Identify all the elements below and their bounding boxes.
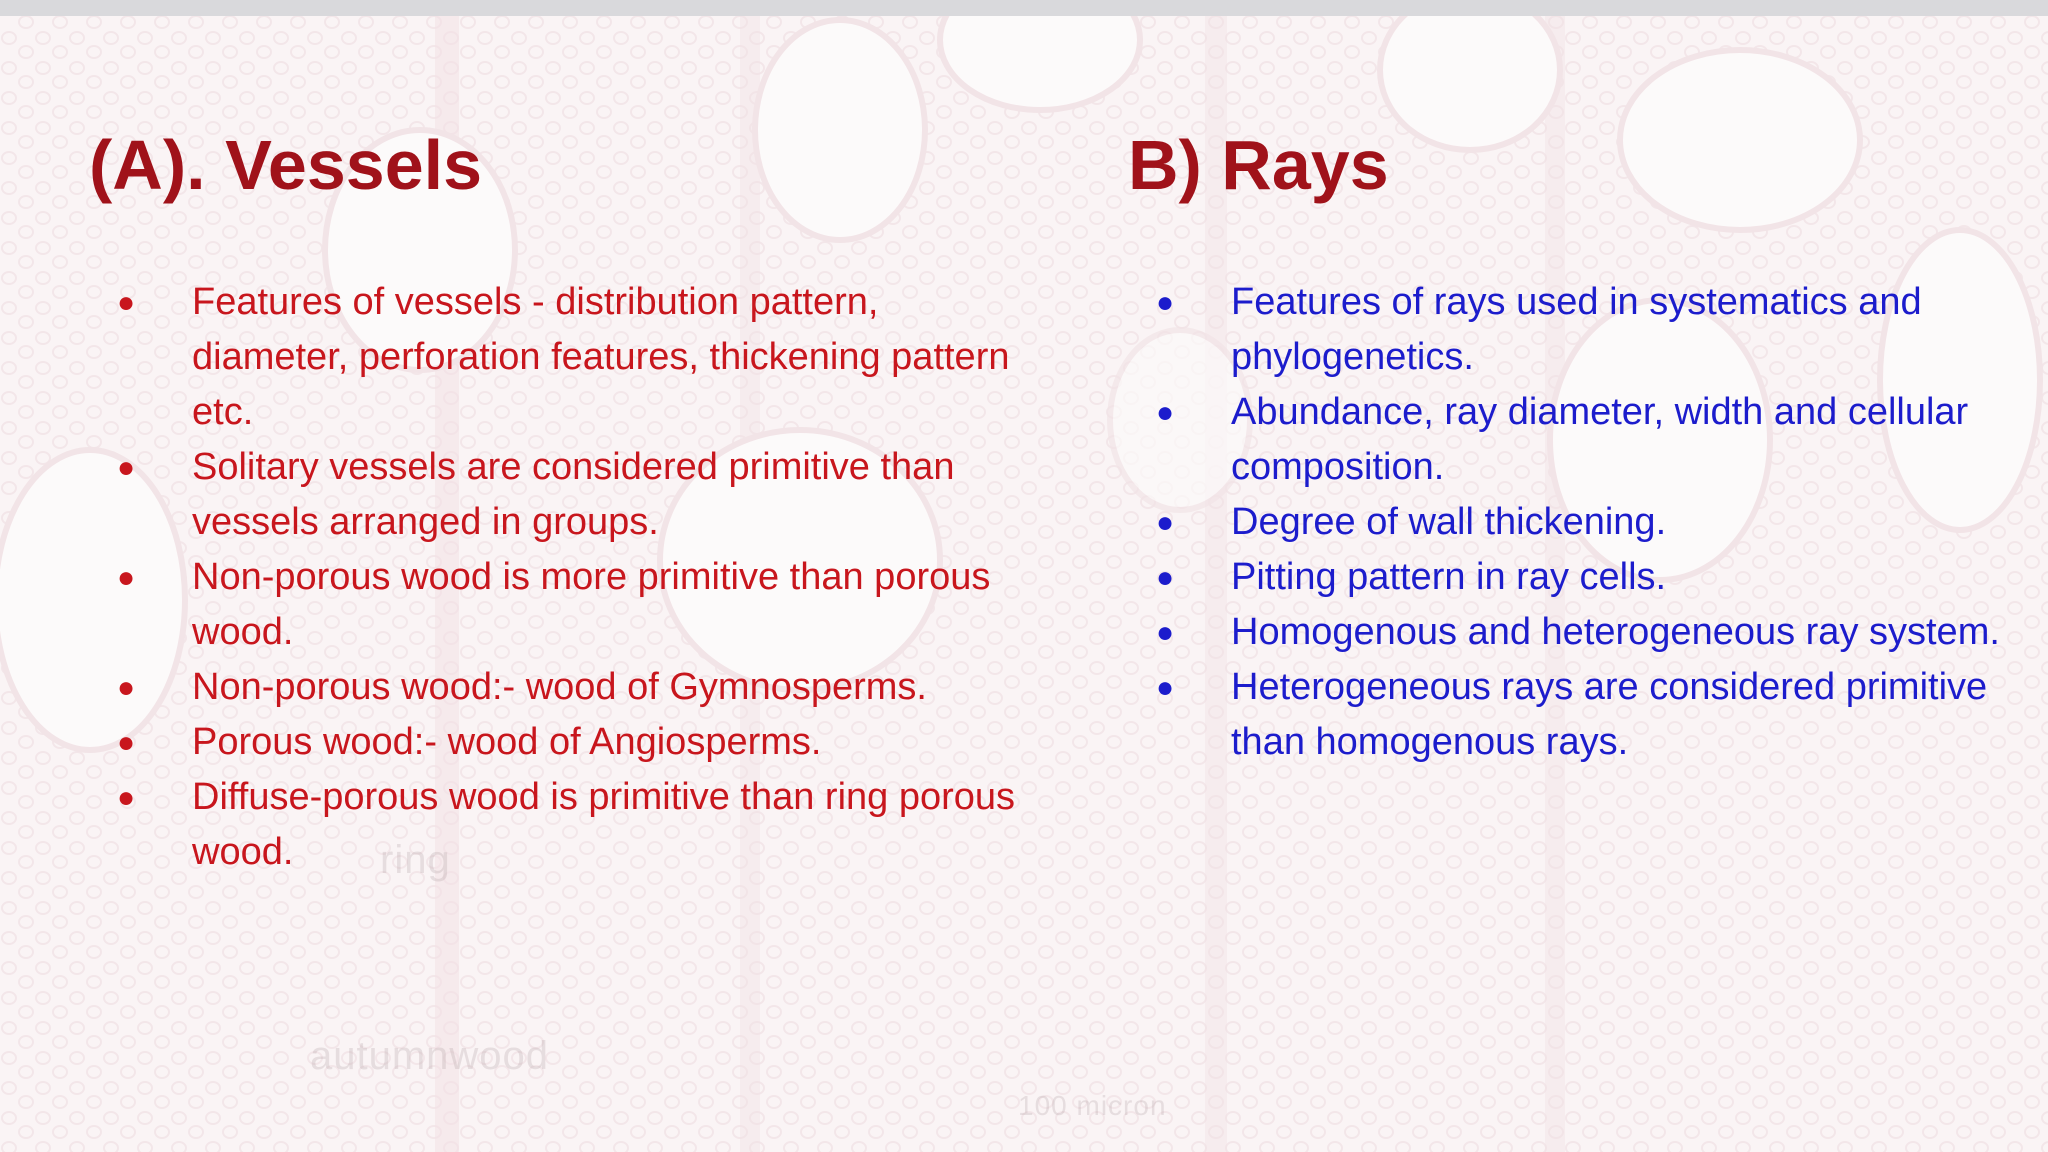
list-item xyxy=(1128,275,2048,385)
list-item-text: Features of vessels - distribution pattern, diameter, perforation features, thickening pattern etc. xyxy=(192,281,1010,433)
list-item-text: Diffuse-porous wood is primitive than ring porous wood. xyxy=(192,776,1016,873)
bullet-dot-icon: ● xyxy=(117,286,136,319)
list-item xyxy=(1128,660,2048,770)
list-item xyxy=(1128,495,2048,550)
bullet-dot-icon: ● xyxy=(117,671,136,704)
bullet-dot-icon: ● xyxy=(117,726,136,759)
list-item-text: Pitting pattern in ray cells. xyxy=(1231,556,1667,598)
list-item xyxy=(1128,385,2048,495)
list-item-text: Porous wood:- wood of Angiosperms. xyxy=(192,721,822,763)
list-item-text: Abundance, ray diameter, width and cellular composition. xyxy=(1231,391,1969,488)
list-item xyxy=(89,770,1042,880)
list-item xyxy=(89,660,1042,715)
list-item xyxy=(89,275,1042,440)
bullet-dot-icon: ● xyxy=(117,781,136,814)
background-label-ring: ring xyxy=(380,838,451,882)
background-label-autumnwood: autumnwood xyxy=(310,1034,550,1078)
rays-column xyxy=(1128,120,2008,763)
list-item-text: Degree of wall thickening. xyxy=(1231,501,1667,543)
vessels-bullet-list xyxy=(89,275,1029,880)
rays-heading: B) Rays xyxy=(1128,126,1389,204)
list-item-text: Features of rays used in systematics and phylogenetics. xyxy=(1231,281,1922,378)
rays-bullet-list xyxy=(1128,275,2008,770)
window-top-bar xyxy=(0,0,2048,16)
list-item xyxy=(89,715,1042,770)
list-item xyxy=(89,550,1042,660)
background-label-micron: 100 micron xyxy=(1018,1090,1167,1121)
bullet-dot-icon: ● xyxy=(117,451,136,484)
bullet-dot-icon: ● xyxy=(1156,286,1175,319)
list-item-text: Solitary vessels are considered primitive than vessels arranged in groups. xyxy=(192,446,955,543)
list-item-text: Heterogeneous rays are considered primitive than homogenous rays. xyxy=(1231,666,1988,763)
bullet-dot-icon: ● xyxy=(1156,506,1175,539)
bullet-dot-icon: ● xyxy=(1156,561,1175,594)
list-item-text: Non-porous wood:- wood of Gymnosperms. xyxy=(192,666,927,708)
bullet-dot-icon: ● xyxy=(1156,616,1175,649)
list-item xyxy=(1128,550,2048,605)
bullet-dot-icon: ● xyxy=(1156,396,1175,429)
list-item xyxy=(89,440,1042,550)
bullet-dot-icon: ● xyxy=(117,561,136,594)
vessels-column xyxy=(89,120,1049,873)
vessels-heading: (A). Vessels xyxy=(89,126,482,204)
list-item-text: Non-porous wood is more primitive than porous wood. xyxy=(192,556,991,653)
list-item xyxy=(1128,605,2048,660)
bullet-dot-icon: ● xyxy=(1156,671,1175,704)
list-item-text: Homogenous and heterogeneous ray system. xyxy=(1231,611,2000,653)
